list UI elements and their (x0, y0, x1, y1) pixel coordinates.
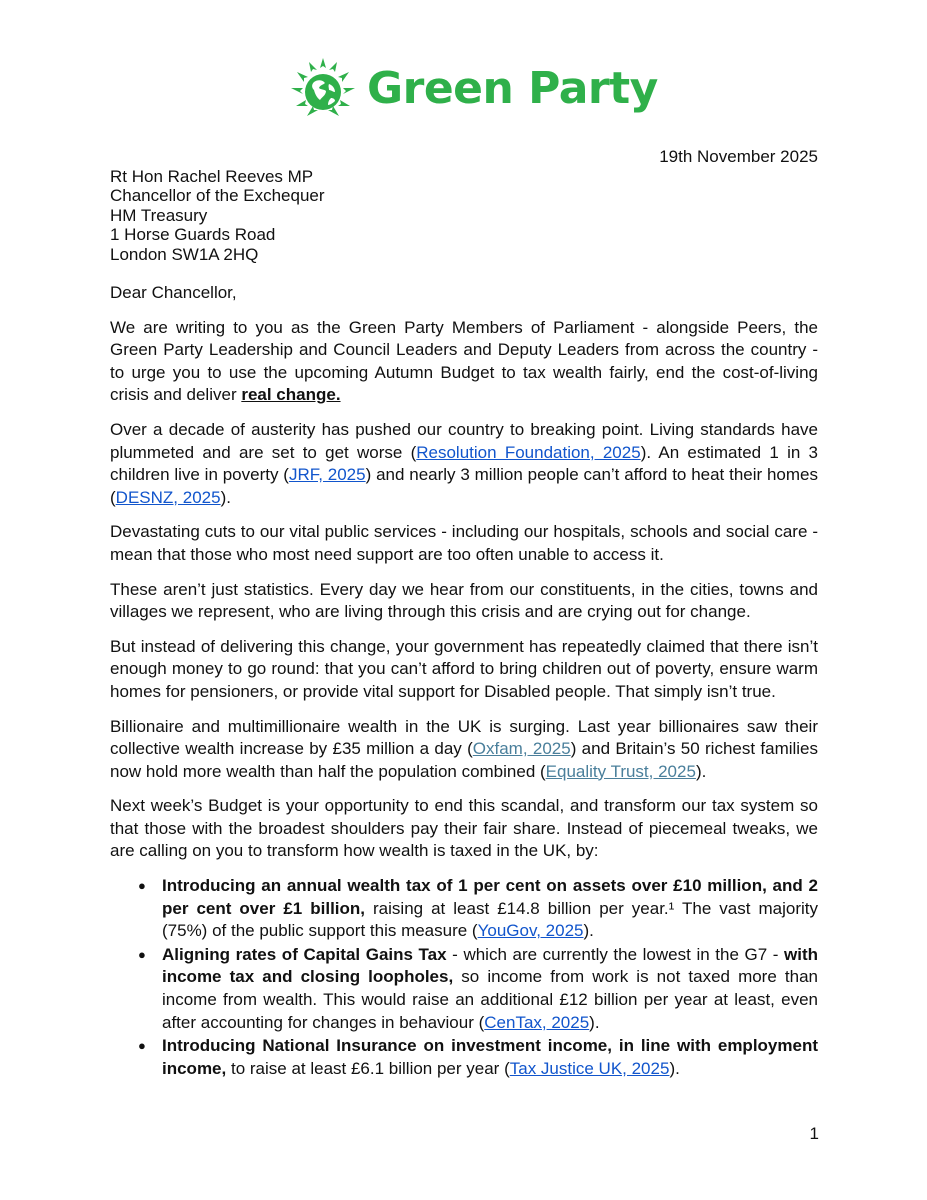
reference-link-jrf[interactable]: JRF, 2025 (288, 465, 366, 485)
paragraph-text: ). An estimated 1 in 3 children live in poverty ( (110, 442, 818, 485)
list-item (110, 1035, 818, 1080)
reference-link-oxfam[interactable]: Oxfam, 2025 (472, 739, 571, 759)
letter-date: 19th November 2025 (659, 147, 818, 166)
address-line: Rt Hon Rachel Reeves MP (110, 167, 314, 186)
paragraph-text: Billionaire and multimillionaire wealth in the UK is surging. Last year billionaires saw their collective wealth increase by £35 million a day ( (110, 716, 818, 759)
recipient-address (110, 167, 325, 264)
salutation: Dear Chancellor, (110, 283, 237, 302)
reference-link-desnz[interactable]: DESNZ, 2025 (115, 487, 221, 507)
paragraph-text: ) and Britain’s 50 richest families now hold more wealth than half the population combined ( (110, 739, 819, 781)
list-item (110, 944, 818, 1034)
bold-text: with income tax and closing loopholes, (162, 944, 819, 987)
reference-link-resolution-foundation[interactable]: Resolution Foundation, 2025 (416, 442, 641, 462)
emphasis-text: real change. (241, 385, 341, 405)
paragraph: Next week’s Budget is your opportunity to end this scandal, and transform our tax system so that those with the broadest shoulders pay their fair share. Instead of piecemeal tweaks, we are calling on you to transform how wealth is taxed in the UK, by: (110, 796, 818, 861)
paragraph (110, 419, 818, 509)
paragraph-text: ). (220, 487, 231, 507)
bullet-icon: ● (138, 946, 146, 962)
bold-text: Introducing an annual wealth tax of 1 per cent on assets over £10 million, and 2 per cent over £1 billion, (162, 876, 818, 918)
policy-asks-list (110, 875, 818, 1080)
address-line: HM Treasury (110, 205, 208, 225)
list-text: ). (589, 1012, 600, 1032)
logo-text: Green Party (367, 63, 658, 114)
paragraph (110, 716, 818, 784)
bullet-icon: ● (138, 878, 146, 894)
green-globe-icon (289, 56, 357, 122)
green-party-logo (289, 56, 658, 122)
reference-link-centax[interactable]: CenTax, 2025 (484, 1012, 590, 1032)
bold-text: Aligning rates of Capital Gains Tax (162, 944, 447, 964)
list-text: ). (583, 921, 594, 941)
list-text: to raise at least £6.1 billion per year ( (226, 1058, 510, 1078)
reference-link-equality-trust[interactable]: Equality Trust, 2025 (545, 761, 696, 781)
address-line: Chancellor of the Exchequer (110, 186, 325, 206)
list-text: ). (669, 1058, 680, 1078)
address-line: London SW1A 2HQ (110, 244, 259, 264)
reference-link-tax-justice-uk[interactable]: Tax Justice UK, 2025 (509, 1058, 670, 1078)
bullet-icon: ● (138, 1038, 146, 1054)
paragraph-text: ) and nearly 3 million people can’t afford to heat their homes ( (110, 465, 818, 507)
paragraph: But instead of delivering this change, your government has repeatedly claimed that there isn’t enough money to go round: that you can’t afford to bring children out of poverty, ensure warm homes for pensioners, or provide vital support for Disabled people. That simply isn’t true. (110, 636, 818, 701)
address-line: 1 Horse Guards Road (110, 225, 276, 245)
page-number: 1 (809, 1124, 819, 1143)
reference-link-yougov[interactable]: YouGov, 2025 (477, 921, 584, 941)
paragraph-text: We are writing to you as the Green Party Members of Parliament - alongside Peers, the Green Party Leadership and Council Leaders and Deputy Leaders from across the country - to urge you to use the upcoming Autumn Budget to tax wealth fairly, end the cost-of-living crisis and deliver (110, 317, 818, 405)
list-text: so income from work is not taxed more than income from wealth. This would raise an additional £12 billion per year at least, even after accounting for changes in behaviour ( (162, 967, 818, 1032)
paragraph: Devastating cuts to our vital public services - including our hospitals, schools and social care - mean that those who most need support are too often unable to access it. (110, 522, 818, 564)
paragraph (110, 317, 818, 407)
list-text: raising at least £14.8 billion per year.¹ The vast majority (75%) of the public support this measure ( (162, 898, 818, 941)
letter-body (110, 282, 818, 1081)
bold-text: Introducing National Insurance on investment income, in line with employment income, (162, 1036, 818, 1078)
paragraph: These aren’t just statistics. Every day we hear from our constituents, in the cities, towns and villages we represent, who are living through this crisis and are crying out for change. (110, 579, 818, 622)
list-item (110, 875, 818, 943)
list-text: - which are currently the lowest in the G7 - (446, 944, 785, 964)
paragraph-text: Over a decade of austerity has pushed our country to breaking point. Living standards have plummeted and are set to get worse ( (110, 419, 818, 462)
paragraph-text: ). (695, 761, 707, 781)
